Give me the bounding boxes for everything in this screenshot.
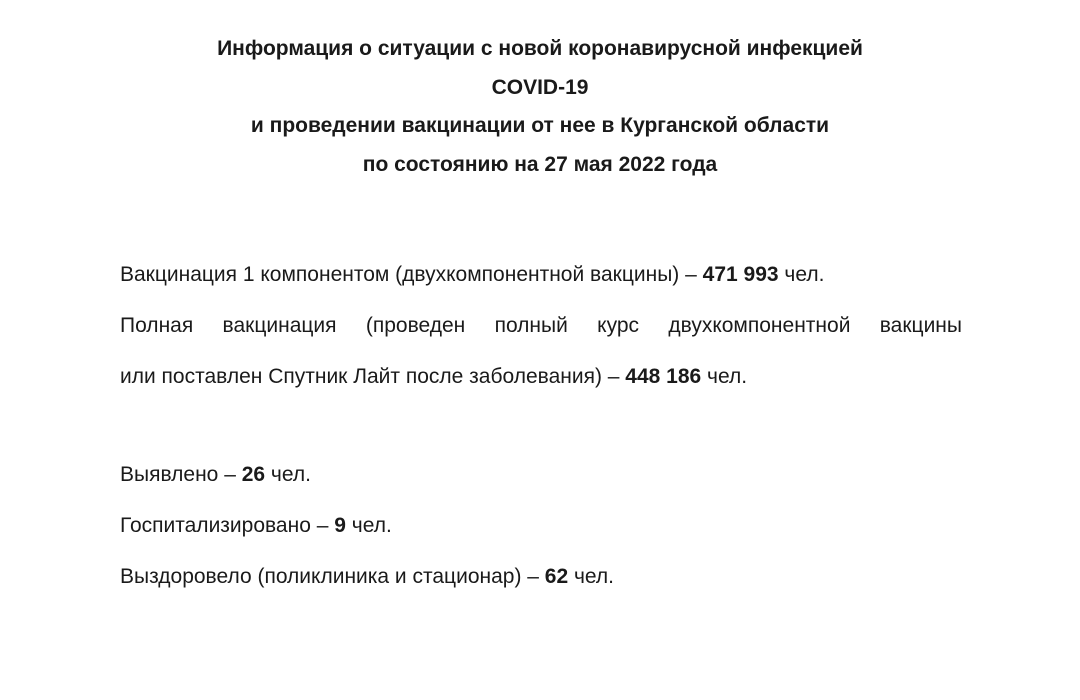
hospitalized-value: 9: [334, 514, 346, 537]
first-component-unit: чел.: [778, 263, 825, 286]
recovered-label: Выздоровело (поликлиника и стационар) –: [120, 565, 545, 588]
hospitalized-row: [120, 513, 392, 539]
full-vaccination-label-line-1: Полная вакцинация (проведен полный курс двухкомпонентной вакцины: [120, 314, 962, 337]
recovered-value: 62: [544, 565, 569, 588]
title-line-2: COVID-19: [491, 75, 589, 99]
hospitalized-unit: чел.: [345, 514, 392, 537]
hospitalized-label: Госпитализировано –: [120, 514, 335, 537]
detected-row: [120, 462, 311, 488]
title-line-4: по состоянию на 27 мая 2022 года: [362, 152, 718, 176]
detected-value: 26: [241, 463, 266, 486]
full-vaccination-unit: чел.: [701, 365, 748, 388]
recovered-row: [120, 564, 614, 590]
detected-unit: чел.: [265, 463, 311, 486]
full-vaccination-label: или поставлен Спутник Лайт после заболевания) –: [120, 365, 626, 388]
detected-label: Выявлено –: [120, 463, 242, 486]
recovered-unit: чел.: [568, 565, 615, 588]
first-component-vaccination-row: [120, 262, 824, 288]
full-vaccination-row: [120, 364, 747, 390]
first-component-label: Вакцинация 1 компонентом (двухкомпонентной вакцины) –: [120, 263, 703, 286]
full-vaccination-value: 448 186: [625, 365, 702, 388]
document-title: [40, 30, 1040, 184]
title-line-1: Информация о ситуации с новой коронавирусной инфекцией: [217, 37, 863, 60]
title-line-3: и проведении вакцинации от нее в Курганской области: [250, 114, 830, 137]
first-component-value: 471 993: [702, 263, 779, 286]
